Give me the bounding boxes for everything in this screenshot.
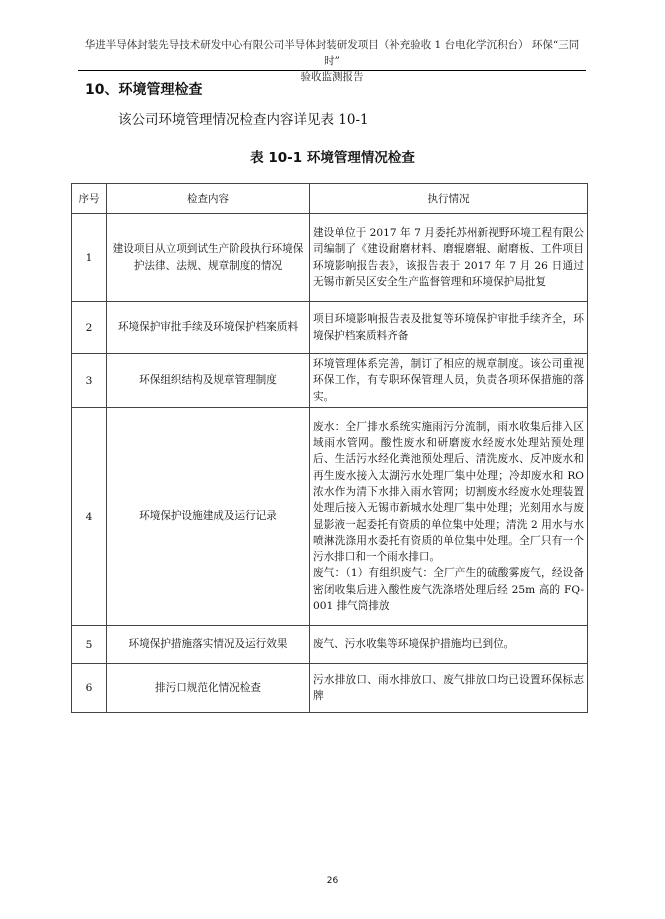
row-item: 建设项目从立项到试生产阶段执行环境保护法律、法规、规章制度的情况 <box>107 214 310 302</box>
row-item: 环境保护设施建成及运行记录 <box>107 408 310 626</box>
wastewater-paragraph: 废水：全厂排水系统实施雨污分流制，雨水收集后排入区域雨水管网。酸性废水和研磨废水经废水处理站预处理后、生活污水经化粪池预处理后、清洗废水、反冲废水和再生废水接入太湖污水处理厂集中处理；冷却废水和 RO 浓水作为清下水排入雨水管网；切割废水经废水处理装置处理后接入无锡市新城水处理厂集中处理；光刻用水与废显影液一起委托有资质的单位集中处理；清洗 2 用水与水喷淋洗涤用水委托有资质的单位集中处理。全厂只有一个污水排口和一个雨水排口。 <box>313 420 584 564</box>
row-result: 项目环境影响报告表及批复等环境保护审批手续齐全，环境保护档案质料齐备 <box>310 302 588 354</box>
section-title: 10、环境管理检查 <box>85 82 203 98</box>
table-header-row <box>72 184 588 214</box>
header-divider <box>78 70 586 71</box>
row-index: 1 <box>72 214 107 302</box>
header-item: 检查内容 <box>107 184 310 214</box>
row-item: 环境保护措施落实情况及运行效果 <box>107 626 310 664</box>
row-item: 排污口规范化情况检查 <box>107 664 310 713</box>
header-line-1: 华进半导体封装先导技术研发中心有限公司半导体封装研发项目（补充验收 1 台电化学沉积台） 环保“三同时” <box>84 39 580 67</box>
table-row <box>72 214 588 302</box>
row-result: 污水排放口、雨水排放口、废气排放口均已设置环保标志牌 <box>310 664 588 713</box>
intro-text: 该公司环境管理情况检查内容详见表 10-1 <box>118 112 369 128</box>
page-number: 26 <box>326 876 339 886</box>
row-result: 建设单位于 2017 年 7 月委托苏州新视野环境工程有限公司编制了《建设耐磨材料、磨辊磨辊、耐磨板、工件项目环境影响报告表》，该报告表于 2017 年 7 月 26 日通过无锡市新吴区安全生产监督管理和环境保护局批复 <box>310 214 588 302</box>
row-result: 环境管理体系完善，制订了相应的规章制度。该公司重视环保工作，有专职环保管理人员，负责各项环保措施的落实。 <box>310 354 588 408</box>
row-item: 环境保护审批手续及环境保护档案质料 <box>107 302 310 354</box>
table-caption: 表 10-1 环境管理情况检查 <box>250 150 415 166</box>
table-row <box>72 664 588 713</box>
table-row <box>72 354 588 408</box>
header-index: 序号 <box>72 184 107 214</box>
table-row <box>72 408 588 626</box>
header-result: 执行情况 <box>310 184 588 214</box>
row-item: 环保组织结构及规章管理制度 <box>107 354 310 408</box>
environment-management-table <box>71 183 588 713</box>
row-index: 2 <box>72 302 107 354</box>
waste-gas-paragraph: 废气：（1）有组织废气：全厂产生的硫酸雾废气，经设备密闭收集后进入酸性废气洗涤塔处理后经 25m 高的 FQ-001 排气筒排放 <box>313 567 584 612</box>
row-result: 废气、污水收集等环境保护措施均已到位。 <box>310 626 588 664</box>
row-index: 5 <box>72 626 107 664</box>
header-line-2: 验收监测报告 <box>300 71 364 83</box>
row-result <box>310 408 588 626</box>
row-index: 4 <box>72 408 107 626</box>
row-index: 3 <box>72 354 107 408</box>
row-index: 6 <box>72 664 107 713</box>
table-row <box>72 626 588 664</box>
page-header <box>78 37 586 85</box>
table-row <box>72 302 588 354</box>
